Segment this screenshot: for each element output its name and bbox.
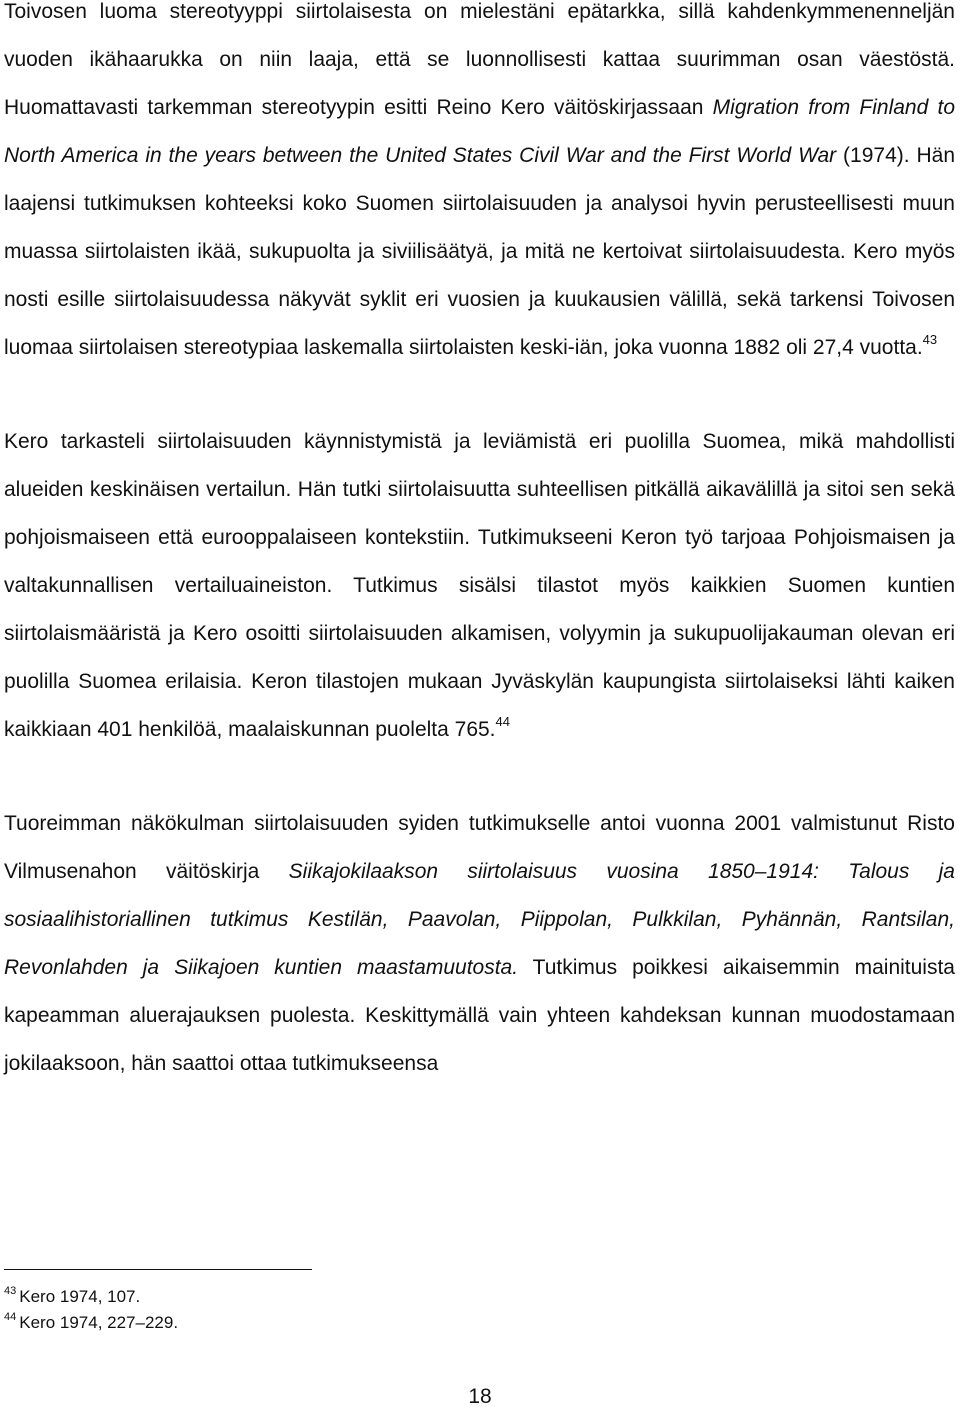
paragraph-text: (1974). Hän laajensi tutkimuksen kohteeksi koko Suomen siirtolaisuuden ja analysoi hyvin perusteellisesti muun muassa siirtolaisten ikää, sukupuolta ja siviilisäätyä, ja mitä ne kertoivat siirtolaisuudesta. Kero myös nosti esille siirtolaisuudessa näkyvät syklit eri vuosien ja kuukausien välillä, sekä tarkensi Toivosen luomaa siirtolaisen stereotypiaa laskemalla siirtolaisten keski-iän, joka vuonna 1882 oli 27,4 vuotta. bbox=[4, 144, 955, 359]
footnote-reference: 44 bbox=[495, 714, 510, 729]
paragraph-text: Tutkimus poikkesi aikaisemmin mainituista kapeamman aluerajauksen puolesta. Keskittymällä vain yhteen kahdeksan kunnan muodostamaan jokilaaksoon, hän saattoi ottaa tutkimukseensa bbox=[4, 956, 955, 1075]
footnotes bbox=[4, 1269, 604, 1336]
footnote-number: 44 bbox=[4, 1311, 17, 1323]
italic-title: Migration from Finland to North America in the years between the United States Civil War and the First World War bbox=[4, 96, 956, 167]
footnote-text: Kero 1974, 107. bbox=[19, 1287, 141, 1306]
paragraph-1 bbox=[4, 0, 955, 372]
paragraph-3 bbox=[4, 800, 955, 1088]
footnote-separator bbox=[4, 1269, 312, 1270]
document-body bbox=[4, 0, 955, 1088]
footnote-44 bbox=[4, 1310, 604, 1336]
paragraph-text: Toivosen luoma stereotyyppi siirtolaisesta on mielestäni epätarkka, sillä kahdenkymmenenneljän vuoden ikähaarukka on niin laaja, että se luonnollisesti kattaa suurimman osan väestöstä. Huomattavasti tarkemman stereotyypin esitti Reino Kero väitöskirjassaan bbox=[4, 0, 955, 119]
page-number: 18 bbox=[468, 1385, 492, 1408]
footnote-reference: 43 bbox=[922, 332, 938, 347]
footnote-43 bbox=[4, 1284, 604, 1310]
paragraph-text: Tuoreimman näkökulman siirtolaisuuden syiden tutkimukselle antoi vuonna 2001 valmistunut Risto Vilmusenahon väitöskirja bbox=[4, 812, 955, 883]
footnote-text: Kero 1974, 227–229. bbox=[19, 1313, 179, 1332]
paragraph-text: Kero tarkasteli siirtolaisuuden käynnistymistä ja leviämistä eri puolilla Suomea, mikä mahdollisti alueiden keskinäisen vertailun. Hän tutki siirtolaisuutta suhteellisen pitkällä aikavälillä ja sitoi sen sekä pohjoismaiseen että eurooppalaiseen kontekstiin. Tutkimukseeni Keron työ tarjoaa Pohjoismaisen ja valtakunnallisen vertailuaineiston. Tutkimus sisälsi tilastot myös kaikkien Suomen kuntien siirtolaismääristä ja Kero osoitti siirtolaisuuden alkamisen, volyymin ja sukupuolijakauman olevan eri puolilla Suomea erilaisia. Keron tilastojen mukaan Jyväskylän kaupungista siirtolaiseksi lähti kaiken kaikkiaan 401 henkilöä, maalaiskunnan puolelta 765. bbox=[4, 430, 955, 741]
paragraph-2 bbox=[4, 418, 955, 754]
italic-title: Siikajokilaakson siirtolaisuus vuosina 1850–1914: Talous ja sosiaalihistoriallinen tutkimus Kestilän, Paavolan, Piippolan, Pulkkilan, Pyhännän, Rantsilan, Revonlahden ja Siikajoen kuntien maastamuutosta. bbox=[4, 860, 955, 979]
footnote-number: 43 bbox=[4, 1285, 17, 1297]
